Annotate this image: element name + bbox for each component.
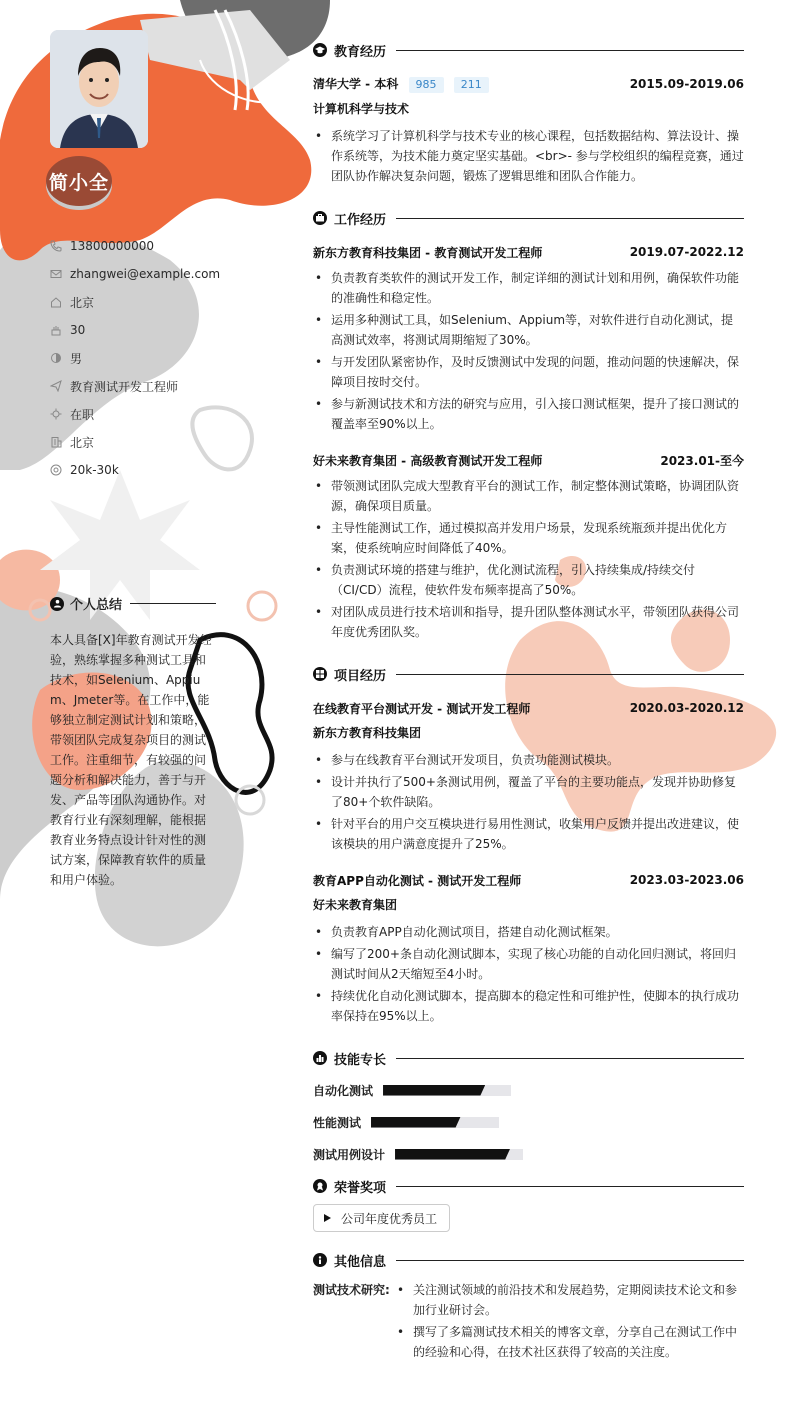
contact-age xyxy=(50,316,280,344)
bar-chart-icon xyxy=(313,1051,327,1065)
skill-name: 测试用例设计 xyxy=(313,1147,386,1162)
project-org: 新东方教育科技集团 xyxy=(313,726,422,740)
section-heading: 项目经历 xyxy=(334,668,387,684)
contact-work-city xyxy=(50,428,280,456)
section-heading: 荣誉奖项 xyxy=(334,1180,387,1196)
grid-icon xyxy=(313,667,327,681)
other-label: 测试技术研究: xyxy=(313,1283,390,1297)
divider xyxy=(396,218,744,219)
job-bullets xyxy=(313,476,744,642)
work-section-title xyxy=(313,206,744,230)
education-section-title xyxy=(313,38,744,62)
project-header xyxy=(313,866,744,894)
list-item: • 负责教育类软件的测试开发工作，制定详细的测试计划和用例，确保软件功能的准确性和稳定性。 xyxy=(313,268,744,308)
contact-list xyxy=(50,232,280,484)
other-info xyxy=(313,1278,744,1364)
contact-text: zhangwei@example.com xyxy=(70,267,221,281)
divider xyxy=(396,1186,744,1187)
person-name: 简小全 xyxy=(48,171,109,194)
contact-text: 在职 xyxy=(70,407,95,422)
skill-bar-fill xyxy=(371,1117,461,1128)
job-bullets xyxy=(313,268,744,434)
project-bullets xyxy=(313,750,744,854)
date-range: 2015.09-2019.06 xyxy=(629,77,744,91)
project-title: 教育APP自动化测试 - 测试开发工程师 xyxy=(313,873,522,888)
send-icon xyxy=(50,380,62,392)
summary-section-title xyxy=(50,594,216,613)
skill-name: 自动化测试 xyxy=(313,1083,374,1098)
contact-gender xyxy=(50,344,280,372)
phone-icon xyxy=(50,240,62,252)
contact-text: 13800000000 xyxy=(70,239,154,253)
list-item: • 参与在线教育平台测试开发项目，负责功能测试模块。 xyxy=(313,750,744,770)
contact-text: 北京 xyxy=(70,295,95,310)
list-item: • 撰写了多篇测试技术相关的博客文章，分享自己在测试工作中的经验和心得，在技术社区获得了较高的关注度。 xyxy=(395,1322,744,1362)
list-item: • 负责教育APP自动化测试项目，搭建自动化测试框架。 xyxy=(313,922,744,942)
award-name: 公司年度优秀员工 xyxy=(341,1211,438,1226)
project-title: 在线教育平台测试开发 - 测试开发工程师 xyxy=(313,701,531,716)
date-range: 2019.07-2022.12 xyxy=(629,245,744,259)
contact-phone xyxy=(50,232,280,260)
contact-text: 北京 xyxy=(70,435,95,450)
gender-icon xyxy=(50,352,62,364)
major: 计算机科学与技术 xyxy=(313,102,410,116)
sidebar xyxy=(0,0,290,1416)
contact-salary xyxy=(50,456,280,484)
avatar xyxy=(50,30,148,148)
name-plate xyxy=(46,156,112,206)
skill-item xyxy=(313,1106,534,1138)
education-header xyxy=(313,70,744,98)
award-badge xyxy=(313,1204,450,1232)
job-title: 新东方教育科技集团 - 教育测试开发工程师 xyxy=(313,245,543,260)
skill-bar xyxy=(395,1149,523,1160)
status-icon xyxy=(50,408,62,420)
list-item: • 与开发团队紧密协作，及时反馈测试中发现的问题，推动问题的快速解决，保障项目按时交付。 xyxy=(313,352,744,392)
date-range: 2020.03-2020.12 xyxy=(629,701,744,715)
list-item: • 带领测试团队完成大型教育平台的测试工作，制定整体测试策略，协调团队资源，确保项目质量。 xyxy=(313,476,744,516)
project-bullets xyxy=(313,922,744,1026)
tag-badge: 211 xyxy=(454,77,489,93)
job-header xyxy=(313,446,744,474)
skill-item xyxy=(313,1138,534,1170)
salary-icon xyxy=(50,464,62,476)
info-icon xyxy=(313,1253,327,1267)
contact-text: 教育测试开发工程师 xyxy=(70,379,179,394)
avatar-icon xyxy=(50,30,148,148)
skill-bar xyxy=(371,1117,499,1128)
list-item: • 系统学习了计算机科学与技术专业的核心课程，包括数据结构、算法设计、操作系统等，为技术能力奠定坚实基础。<br>- 参与学校组织的编程竞赛，通过团队协作解决复杂问题，锻炼了逻辑思维和团队合作能力。 xyxy=(313,126,744,186)
school-name: 清华大学 - 本科 xyxy=(313,77,399,91)
education-bullets xyxy=(313,126,744,186)
divider xyxy=(396,50,744,51)
project-header xyxy=(313,694,744,722)
list-item: • 针对平台的用户交互模块进行易用性测试，收集用户反馈并提出改进建议，使该模块的用户满意度提升了25%。 xyxy=(313,814,744,854)
play-icon xyxy=(324,1214,331,1222)
list-item: • 持续优化自动化测试脚本，提高脚本的稳定性和可维护性，使脚本的执行成功率保持在95%以上。 xyxy=(313,986,744,1026)
section-heading: 教育经历 xyxy=(334,44,387,60)
skill-list xyxy=(313,1074,744,1170)
main-content xyxy=(313,38,744,1364)
list-item: • 运用多种测试工具，如Selenium、Appium等，对软件进行自动化测试，提高测试效率，将测试周期缩短了30%。 xyxy=(313,310,744,350)
other-section-title xyxy=(313,1248,744,1272)
divider xyxy=(396,1260,744,1261)
cake-icon xyxy=(50,324,62,336)
date-range: 2023.01-至今 xyxy=(660,453,744,468)
list-item: • 对团队成员进行技术培训和指导，提升团队整体测试水平，带领团队获得公司年度优秀团队奖。 xyxy=(313,602,744,642)
skill-item xyxy=(313,1074,534,1106)
contact-position xyxy=(50,372,280,400)
list-item: • 负责测试环境的搭建与维护，优化测试流程，引入持续集成/持续交付（CI/CD）流程，使软件发布频率提高了50%。 xyxy=(313,560,744,600)
date-range: 2023.03-2023.06 xyxy=(629,873,744,887)
skill-bar-fill xyxy=(395,1149,510,1160)
list-item: • 关注测试领域的前沿技术和发展趋势，定期阅读技术论文和参加行业研讨会。 xyxy=(395,1280,744,1320)
contact-email xyxy=(50,260,280,288)
graduation-cap-icon xyxy=(313,43,327,57)
mail-icon xyxy=(50,268,62,280)
skill-bar xyxy=(383,1085,511,1096)
home-icon xyxy=(50,296,62,308)
skill-name: 性能测试 xyxy=(313,1115,362,1130)
section-heading: 其他信息 xyxy=(334,1254,387,1270)
divider xyxy=(130,603,216,604)
project-section-title xyxy=(313,662,744,686)
other-bullets xyxy=(395,1278,744,1364)
building-icon xyxy=(50,436,62,448)
divider xyxy=(396,674,744,675)
list-item: • 参与新测试技术和方法的研究与应用，引入接口测试框架，提升了接口测试的覆盖率至90%以上。 xyxy=(313,394,744,434)
section-heading: 技能专长 xyxy=(334,1052,387,1068)
section-heading: 个人总结 xyxy=(70,598,123,613)
project-org: 好未来教育集团 xyxy=(313,898,398,912)
list-item: • 编写了200+条自动化测试脚本，实现了核心功能的自动化回归测试，将回归测试时间从2天缩短至4小时。 xyxy=(313,944,744,984)
contact-text: 男 xyxy=(70,351,83,366)
contact-status xyxy=(50,400,280,428)
contact-city xyxy=(50,288,280,316)
skills-section-title xyxy=(313,1046,744,1070)
section-heading: 工作经历 xyxy=(334,212,387,228)
divider xyxy=(396,1058,744,1059)
tag-badge: 985 xyxy=(409,77,444,93)
list-item: • 设计并执行了500+条测试用例，覆盖了平台的主要功能点，发现并协助修复了80+个软件缺陷。 xyxy=(313,772,744,812)
job-title: 好未来教育集团 - 高级教育测试开发工程师 xyxy=(313,453,543,468)
list-item: • 主导性能测试工作，通过模拟高并发用户场景，发现系统瓶颈并提出优化方案，使系统响应时间降低了40%。 xyxy=(313,518,744,558)
person-icon xyxy=(50,597,64,611)
honors-section-title xyxy=(313,1174,744,1198)
skill-bar-fill xyxy=(383,1085,485,1096)
contact-text: 30 xyxy=(70,323,86,337)
job-header xyxy=(313,238,744,266)
summary-text: 本人具备[X]年教育测试开发经验，熟练掌握多种测试工具和技术，如Selenium、Appium、Jmeter等。在工作中，能够独立制定测试计划和策略，带领团队完成复杂项目的测试工作。注重细节，有较强的问题分析和解决能力，善于与开发、产品等团队沟通协作。对教育行业有深刻理解，能根据教育业务特点设计针对性的测试方案，保障教育软件的质量和用户体验。 xyxy=(50,633,212,887)
briefcase-icon xyxy=(313,211,327,225)
award-icon xyxy=(313,1179,327,1193)
contact-text: 20k-30k xyxy=(70,463,119,477)
